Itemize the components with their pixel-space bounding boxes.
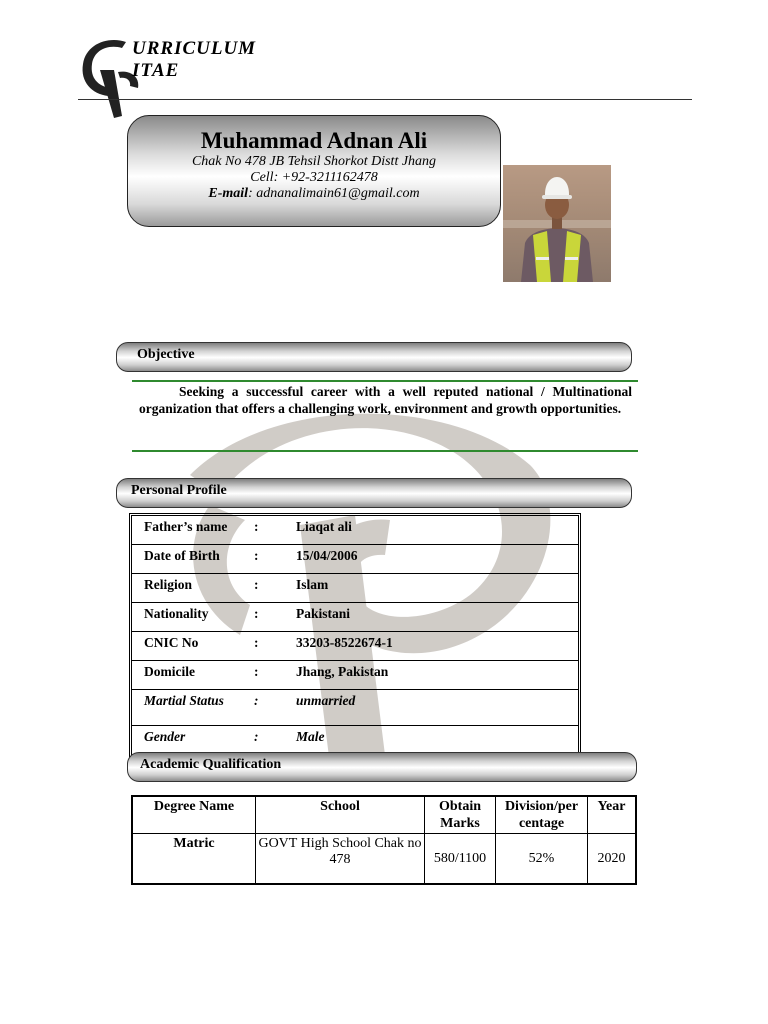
email-label: E-mail	[208, 186, 249, 201]
column-header: Division/per centage	[496, 796, 588, 834]
profile-value: Islam	[284, 574, 579, 603]
academic-header-row	[132, 796, 636, 834]
profile-separator: :	[254, 545, 284, 574]
school-cell: GOVT High School Chak no 478	[256, 834, 425, 885]
profile-separator: :	[254, 690, 284, 726]
profile-value: Pakistani	[284, 603, 579, 632]
email-line	[128, 186, 500, 202]
profile-value: Liaqat ali	[284, 516, 579, 545]
profile-row	[132, 574, 579, 603]
personal-profile-table	[131, 515, 579, 755]
profile-label: Martial Status	[132, 690, 255, 726]
column-header: Year	[588, 796, 637, 834]
objective-bottom-rule	[132, 450, 638, 452]
profile-row	[132, 545, 579, 574]
profile-separator: :	[254, 603, 284, 632]
cell-text: Cell: +92-3211162478	[250, 170, 378, 185]
logo-text-curriculum: URRICULUM	[132, 38, 257, 59]
profile-separator: :	[254, 574, 284, 603]
profile-label: Gender	[132, 726, 255, 755]
profile-row	[132, 516, 579, 545]
profile-separator: :	[254, 726, 284, 755]
profile-label: Domicile	[132, 661, 255, 690]
profile-value: 33203-8522674-1	[284, 632, 579, 661]
candidate-name: Muhammad Adnan Ali	[200, 128, 428, 153]
column-header: School	[256, 796, 425, 834]
academic-table	[131, 795, 637, 885]
objective-text: Seeking a successful career with a well reputed national / Multinational organization that offers a challenging work, environment and growth opportunities.	[139, 384, 632, 416]
address-text: Chak No 478 JB Tehsil Shorkot Distt Jhang	[191, 154, 437, 169]
objective-heading-bar	[116, 342, 632, 372]
year-cell: 2020	[588, 834, 637, 885]
academic-heading-bar	[127, 752, 637, 782]
percentage-cell: 52%	[496, 834, 588, 885]
column-header: Obtain Marks	[425, 796, 496, 834]
logo-text-vitae: ITAE	[132, 60, 180, 81]
profile-separator: :	[254, 632, 284, 661]
profile-value: Jhang, Pakistan	[284, 661, 579, 690]
column-header: Degree Name	[132, 796, 256, 834]
profile-photo	[503, 165, 611, 282]
profile-value: Male	[284, 726, 579, 755]
profile-separator: :	[254, 516, 284, 545]
header-divider	[78, 99, 692, 100]
academic-heading: Academic Qualification	[140, 757, 282, 772]
profile-label: Date of Birth	[132, 545, 255, 574]
profile-label: Nationality	[132, 603, 255, 632]
personal-profile-heading: Personal Profile	[131, 483, 227, 498]
profile-label: Religion	[132, 574, 255, 603]
marks-cell: 580/1100	[425, 834, 496, 885]
contact-card	[127, 115, 501, 227]
profile-row	[132, 603, 579, 632]
academic-row	[132, 834, 636, 885]
profile-value: 15/04/2006	[284, 545, 579, 574]
profile-separator: :	[254, 661, 284, 690]
profile-row	[132, 690, 579, 726]
profile-label: Father’s name	[132, 516, 255, 545]
personal-profile-heading-bar	[116, 478, 632, 508]
profile-row	[132, 726, 579, 755]
objective-top-rule	[132, 380, 638, 382]
profile-value: unmarried	[284, 690, 579, 726]
objective-heading: Objective	[137, 347, 195, 362]
profile-label: CNIC No	[132, 632, 255, 661]
profile-row	[132, 632, 579, 661]
email-address: : adnanalimain61@gmail.com	[248, 186, 420, 201]
profile-row	[132, 661, 579, 690]
degree-cell: Matric	[132, 834, 256, 885]
